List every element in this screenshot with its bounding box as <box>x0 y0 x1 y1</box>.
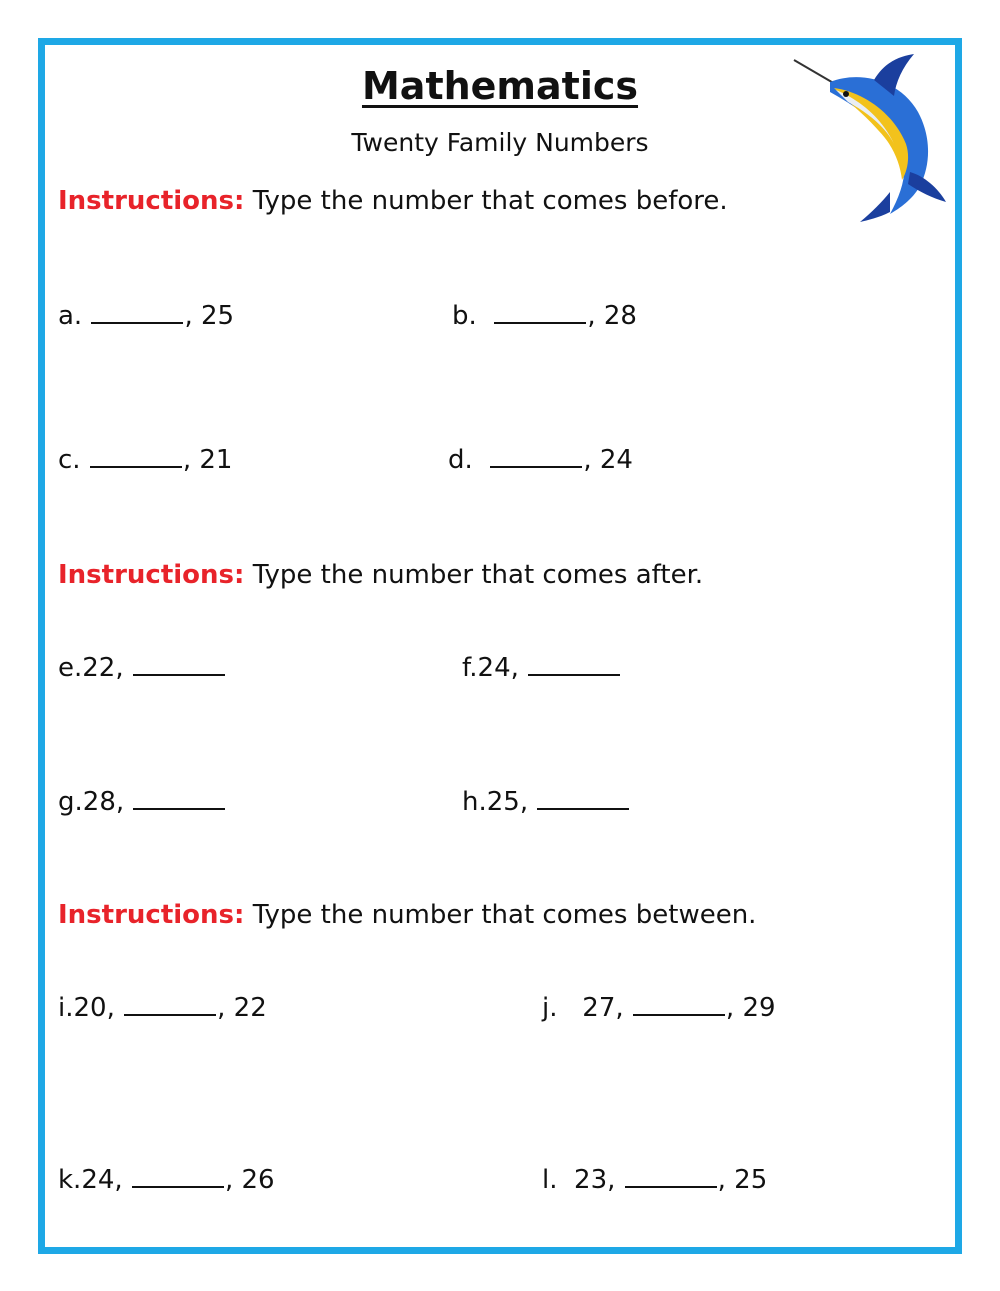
question-c <box>58 444 232 475</box>
question-after: , 29 <box>725 993 776 1023</box>
answer-blank-f[interactable] <box>528 652 620 676</box>
answer-blank-l[interactable] <box>625 1164 717 1188</box>
question-after: , 25 <box>184 301 235 331</box>
question-letter: c. <box>58 445 81 475</box>
question-k <box>58 1164 275 1195</box>
question-h <box>462 786 630 817</box>
question-after: , 22 <box>217 993 267 1023</box>
question-before: 23, <box>574 1165 616 1195</box>
question-letter: h. <box>462 787 487 817</box>
instructions-text: Type the number that comes before. <box>252 186 728 216</box>
question-after: , 24 <box>583 445 633 475</box>
question-letter: b. <box>452 301 477 331</box>
question-letter: g. <box>58 787 83 817</box>
instructions-label: Instructions: <box>58 900 245 930</box>
question-letter: l. <box>542 1165 558 1195</box>
question-e <box>58 652 226 683</box>
marlin-fish-icon <box>790 52 948 222</box>
answer-blank-b[interactable] <box>494 300 586 324</box>
answer-blank-k[interactable] <box>132 1164 224 1188</box>
question-letter: d. <box>448 445 473 475</box>
question-j <box>542 992 776 1023</box>
answer-blank-a[interactable] <box>91 300 183 324</box>
instructions-after <box>58 560 703 590</box>
question-a <box>58 300 234 331</box>
question-letter: a. <box>58 301 83 331</box>
question-letter: i. <box>58 993 74 1023</box>
question-l <box>542 1164 767 1195</box>
question-i <box>58 992 267 1023</box>
answer-blank-e[interactable] <box>133 652 225 676</box>
question-d <box>448 444 633 475</box>
question-after: , 25 <box>717 1165 768 1195</box>
question-letter: k. <box>58 1165 82 1195</box>
page-subtitle: Twenty Family Numbers <box>351 128 649 157</box>
question-before: 27, <box>582 993 624 1023</box>
question-f <box>462 652 621 683</box>
answer-blank-h[interactable] <box>537 786 629 810</box>
answer-blank-c[interactable] <box>90 444 182 468</box>
answer-blank-d[interactable] <box>490 444 582 468</box>
instructions-text: Type the number that comes between. <box>252 900 757 930</box>
answer-blank-g[interactable] <box>133 786 225 810</box>
question-before: 24, <box>477 653 519 683</box>
question-before: 24, <box>81 1165 123 1195</box>
question-b <box>452 300 637 331</box>
instructions-between <box>58 900 756 930</box>
question-before: 25, <box>486 787 529 817</box>
question-letter: e. <box>58 653 83 683</box>
instructions-before <box>58 186 728 216</box>
instructions-text: Type the number that comes after. <box>252 560 704 590</box>
question-letter: f. <box>462 653 478 683</box>
instructions-label: Instructions: <box>58 186 245 216</box>
question-letter: j. <box>542 993 558 1023</box>
question-after: , 21 <box>182 445 233 475</box>
question-before: 28, <box>82 787 125 817</box>
question-after: , 26 <box>224 1165 275 1195</box>
instructions-label: Instructions: <box>58 560 245 590</box>
question-before: 20, <box>73 993 115 1023</box>
question-before: 22, <box>82 653 124 683</box>
page-title: Mathematics <box>361 64 639 108</box>
question-g <box>58 786 226 817</box>
question-after: , 28 <box>587 301 637 331</box>
answer-blank-j[interactable] <box>633 992 725 1016</box>
answer-blank-i[interactable] <box>124 992 216 1016</box>
